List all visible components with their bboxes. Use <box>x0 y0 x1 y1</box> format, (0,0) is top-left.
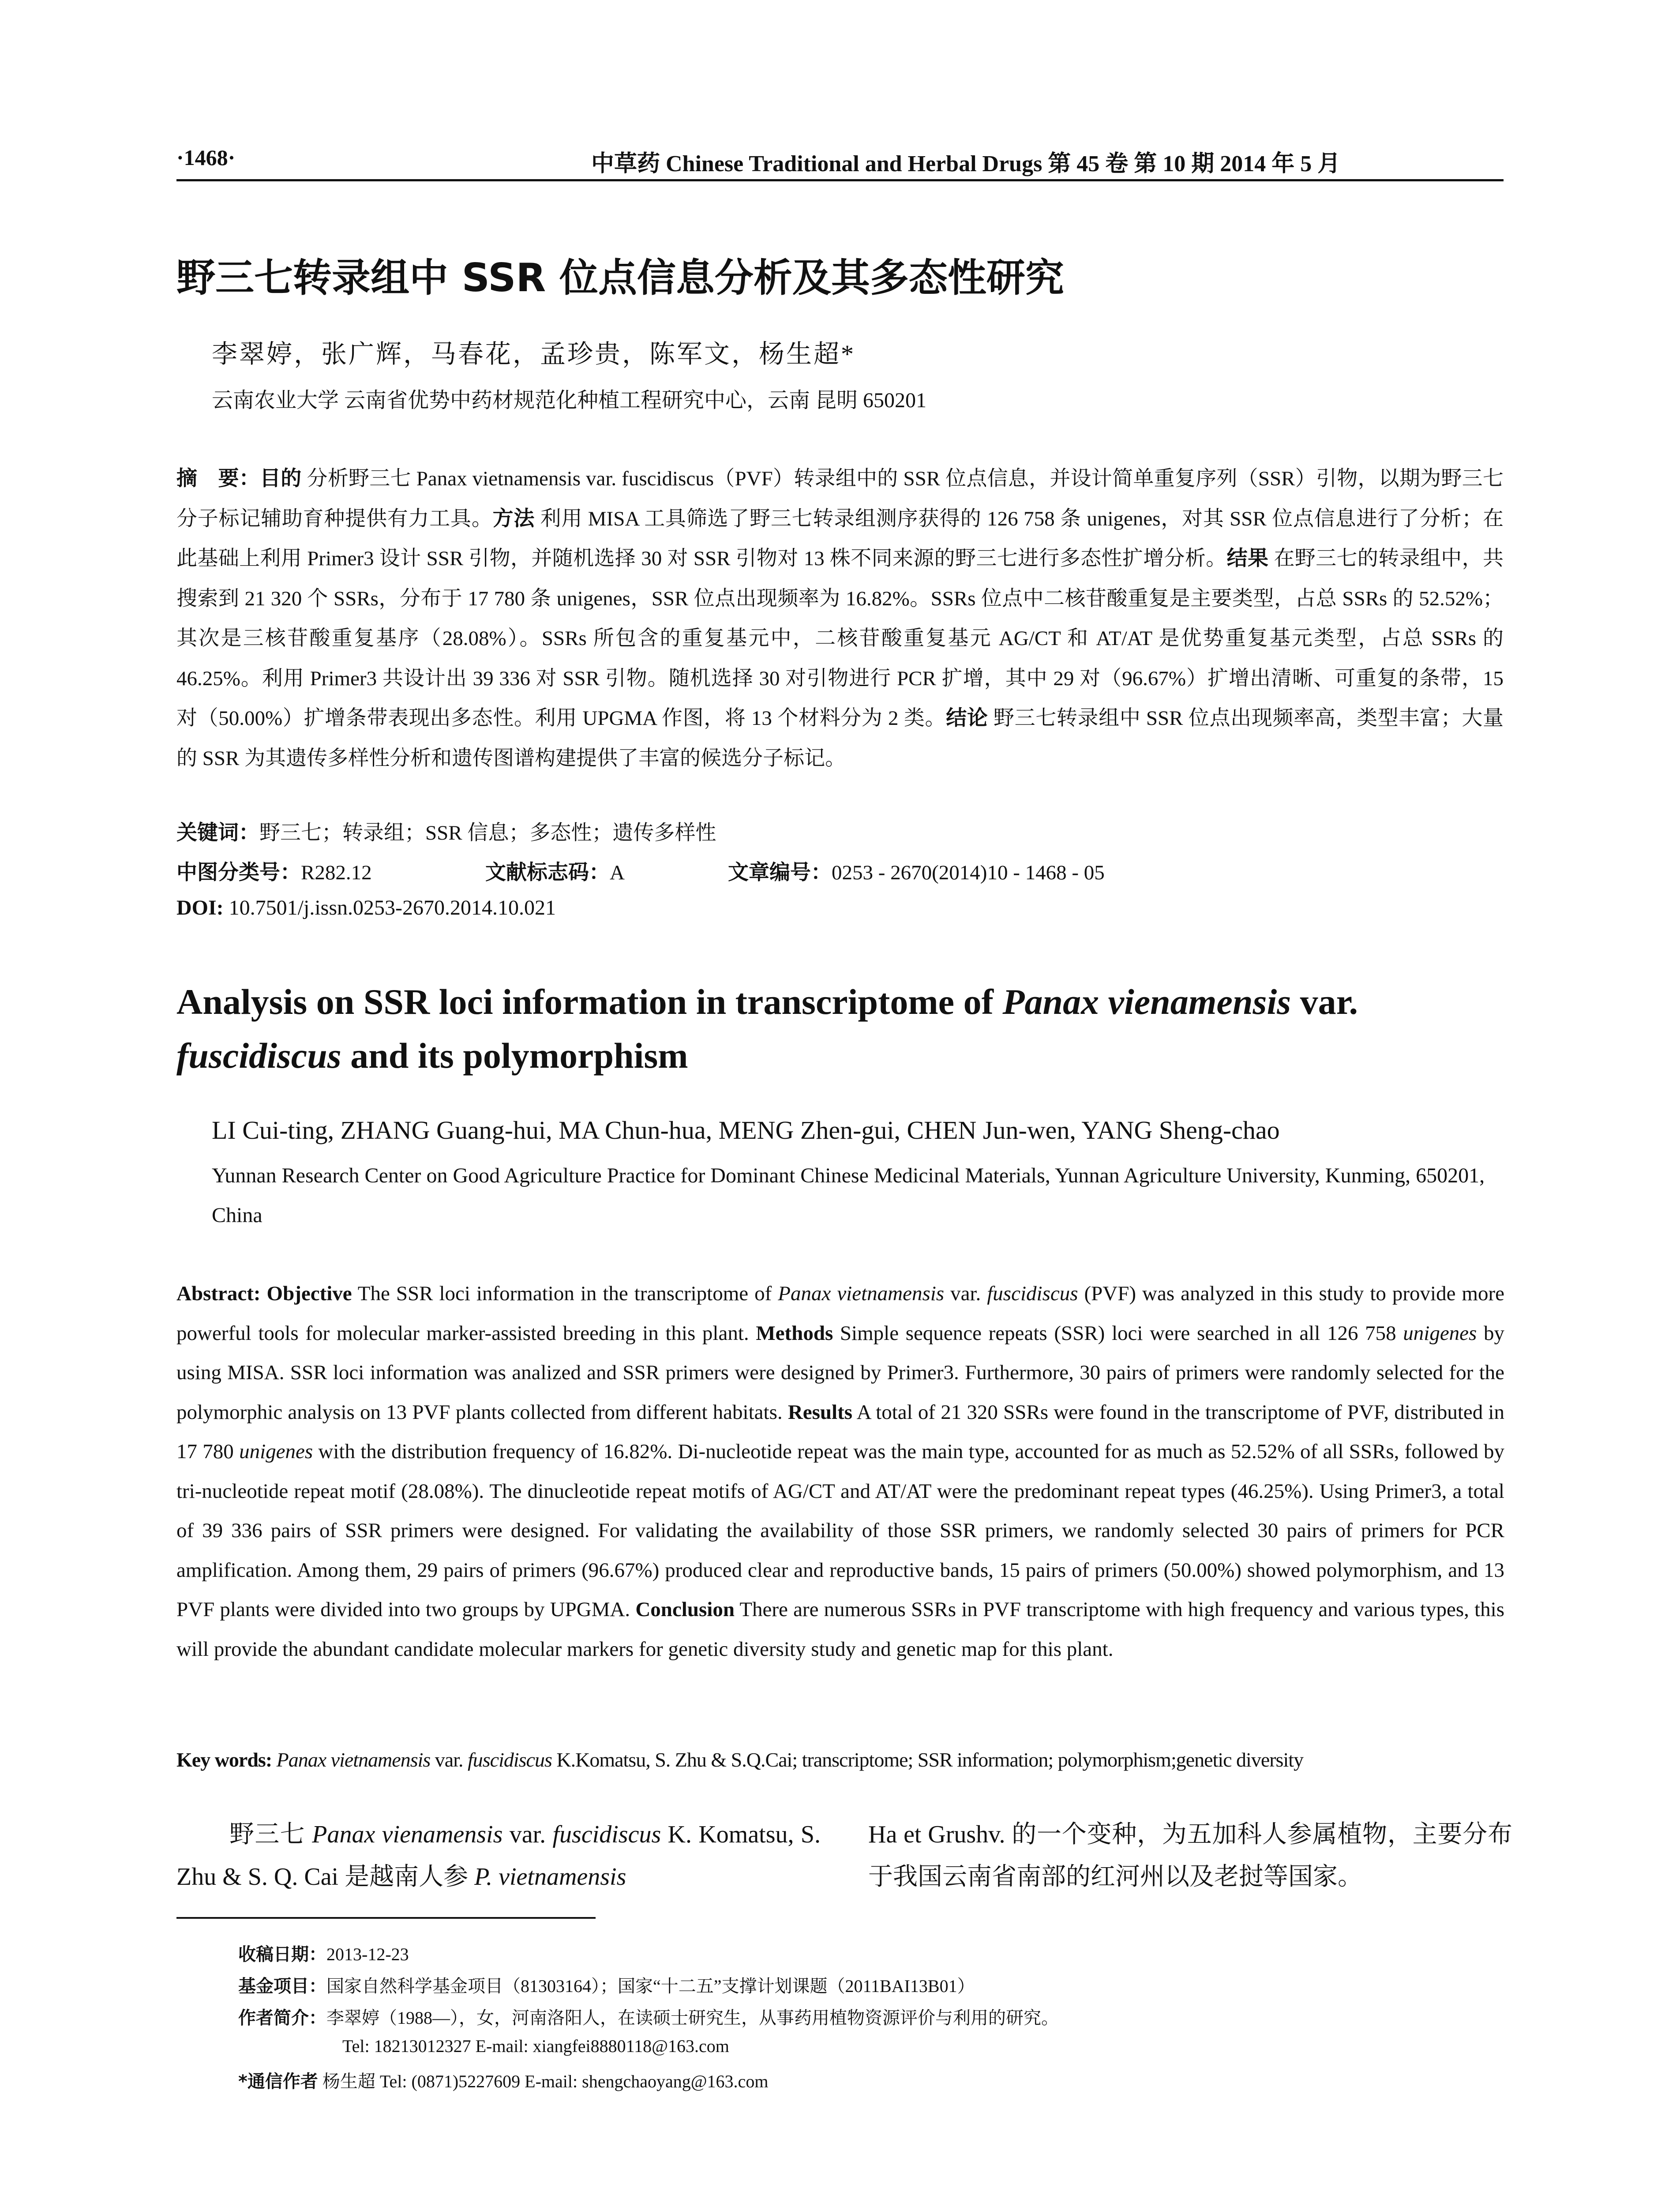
article-label: 文章编号： <box>728 860 832 885</box>
authors-chinese: 李翠婷，张广辉，马春花，孟珍贵，陈军文，杨生超* <box>212 340 856 368</box>
received-label: 收稿日期： <box>238 1944 326 1965</box>
results-en-label: Results <box>788 1400 853 1424</box>
keywords-text: 野三七；转录组；SSR 信息；多态性；遗传多样性 <box>259 822 716 844</box>
keywords-english <box>176 1748 1303 1771</box>
methods-en-label: Methods <box>756 1321 833 1345</box>
clc-number <box>176 856 485 885</box>
affiliation-chinese: 云南农业大学 云南省优势中药材规范化种植工程研究中心，云南 昆明 650201 <box>212 389 927 412</box>
results-text: 在野三七的转录组中，共搜索到 21 320 个 SSRs，分布于 17 780 条 unigenes，SSR 位点出现频率为 16.82%。SSRs 位点中二核苷酸重复是主要类型，占总 SSRs 的 52.52%；其次是三核苷酸重复基序（28.08%）。SSRs 所包含的重复基元中，二核苷酸重复基元 AG/CT 和 AT/AT 是优势重复基元类型，占总 SSRs 的 46.25%。利用 Primer3 共设计出 39 336 对 SSR 引物。随机选择 30 对引物进行 PCR 扩增，其中 29 对（96.67%）扩增出清晰、可重复的条带，15 对（50.00%）扩增条带表现出多态性。利用 UPGMA 作图，将 13 个材料分为 2 类。 <box>176 547 1504 730</box>
keywords-en-var: var. <box>430 1748 468 1771</box>
fund-text: 国家自然科学基金项目（81303164）；国家“十二五”支撑计划课题（2011BAI13B01） <box>326 1976 975 1996</box>
abstract-english <box>176 1274 1504 1669</box>
article-value: 0253 - 2670(2014)10 - 1468 - 05 <box>832 861 1105 884</box>
methods-text: 利用 MISA 工具筛选了野三七转录组测序获得的 126 758 条 unigenes，对其 SSR 位点信息进行了分析；在此基础上利用 Primer3 设计 SSR 引物，并随机选择 30 对 SSR 引物对 13 株不同来源的野三七进行多态性扩增分析。 <box>176 507 1504 570</box>
title-en-var: var. <box>1291 982 1358 1022</box>
keywords-label: 关键词： <box>176 821 259 845</box>
footnote-bio <box>238 2004 1059 2029</box>
body-left-species: Panax vienamensis <box>312 1821 503 1848</box>
objective-text: 分析野三七 Panax vietnamensis var. fuscidiscus（PVF）转录组中的 SSR 位点信息，并设计简单重复序列（SSR）引物，以期为野三七分子标记辅助育种提供有力工具。 <box>176 467 1504 530</box>
objective-en-variety: fuscidiscus <box>987 1282 1078 1305</box>
body-left-variety: fuscidiscus <box>552 1821 661 1848</box>
fund-label: 基金项目： <box>238 1976 326 1996</box>
corresponding-label: *通信作者 <box>238 2071 318 2092</box>
footnote-corresponding <box>238 2067 768 2093</box>
body-left-species-2: P. vietnamensis <box>474 1863 626 1891</box>
conclusion-en-text: There are numerous SSRs in PVF transcriptome with high frequency and various types, this will provide the abundant candidate molecular markers for genetic diversity study and genetic map for this plant. <box>176 1598 1505 1661</box>
objective-en-species: Panax vietnamensis <box>778 1282 945 1305</box>
affiliation-english: Yunnan Research Center on Good Agriculture Practice for Dominant Chinese Medicinal Materials, Yunnan Agriculture University, Kunming, 650201, China <box>212 1164 1485 1227</box>
body-left-text: 野三七 <box>229 1821 312 1848</box>
title-en-variety: fuscidiscus <box>176 1035 341 1076</box>
doi-line <box>176 896 556 920</box>
doi-link[interactable]: 10.7501/j.issn.0253-2670.2014.10.021 <box>223 896 556 919</box>
objective-label: 目的 <box>260 466 302 491</box>
keywords-en-label: Key words: <box>176 1748 277 1771</box>
article-number <box>728 856 1105 885</box>
title-chinese: 野三七转录组中 SSR 位点信息分析及其多态性研究 <box>176 255 1064 300</box>
header-rule <box>176 179 1504 181</box>
keywords-en-species: Panax vietnamensis <box>276 1748 431 1771</box>
footnote-fund <box>238 1972 975 1997</box>
body-left-text-2: K. Komatsu, S. Zhu & S. Q. Cai 是越南人参 <box>176 1821 821 1891</box>
classification-line <box>176 856 1105 885</box>
footnote-received <box>238 1940 409 1966</box>
footnote-bio-contact: Tel: 18213012327 E-mail: xiangfei8880118@163.com <box>342 2036 729 2056</box>
results-en-unigenes: unigenes <box>239 1440 313 1463</box>
received-date: 2013-12-23 <box>326 1944 409 1964</box>
results-en-text: A total of 21 320 SSRs were found in the transcriptome of PVF, distributed in 17 780 <box>176 1400 1504 1463</box>
objective-en-text-2: (PVF) was analyzed in this study to provide more powerful tools for molecular marker-assisted breeding in this plant. <box>176 1282 1504 1345</box>
abstract-en-label: Abstract: Objective <box>176 1282 352 1305</box>
abstract-label: 摘 要： <box>176 466 260 491</box>
conclusion-label: 结论 <box>946 706 988 730</box>
keywords-en-variety: fuscidiscus <box>467 1748 552 1771</box>
title-en-part3: and its polymorphism <box>341 1035 688 1076</box>
results-en-text-2: with the distribution frequency of 16.82%. Di-nucleotide repeat was the main type, accounted for as much as 52.52% of all SSRs, followed by tri-nucleotide repeat motif (28.08%). The dinucleotide repeat motifs of AG/CT and AT/AT were the predominant repeat types (46.25%). Using Primer3, a total of 39 336 pairs of SSR primers were designed. For validating the availability of those SSR primers, we randomly selected 30 pairs of primers for PCR amplification. Among them, 29 pairs of primers (96.67%) produced clear and reproductive bands, 15 pairs of primers (50.00%) showed polymorphism, and 13 PVF plants were divided into two groups by UPGMA. <box>176 1440 1505 1621</box>
bio-label: 作者简介： <box>238 2008 326 2028</box>
doi-label: DOI: <box>176 896 224 919</box>
authors-english: LI Cui-ting, ZHANG Guang-hui, MA Chun-hua, MENG Zhen-gui, CHEN Jun-wen, YANG Sheng-chao <box>212 1116 1280 1144</box>
methods-label: 方法 <box>492 506 535 531</box>
bio-text: 李翠婷（1988—），女，河南洛阳人，在读硕士研究生，从事药用植物资源评价与利用的研究。 <box>326 2008 1059 2028</box>
document-code <box>485 856 728 885</box>
methods-en-unigenes: unigenes <box>1403 1321 1477 1345</box>
objective-en-text: The SSR loci information in the transcriptome of <box>352 1282 778 1305</box>
doc-label: 文献标志码： <box>485 860 610 885</box>
page-number: ·1468· <box>176 145 236 170</box>
conclusion-text: 野三七转录组中 SSR 位点出现频率高，类型丰富；大量的 SSR 为其遗传多样性分析和遗传图谱构建提供了丰富的候选分子标记。 <box>176 707 1504 770</box>
title-en-part1: Analysis on SSR loci information in transcriptome of <box>176 982 1003 1022</box>
corresponding-text: 杨生超 Tel: (0871)5227609 E-mail: shengchaoyang@163.com <box>318 2071 769 2091</box>
clc-value: R282.12 <box>301 861 372 884</box>
keywords-chinese <box>176 816 716 846</box>
clc-label: 中图分类号： <box>176 860 301 885</box>
body-left-var: var. <box>502 1821 553 1848</box>
body-column-right: Ha et Grushv. 的一个变种，为五加科人参属植物，主要分布于我国云南省南部的红河州以及老挝等国家。 <box>868 1821 1512 1891</box>
running-header <box>176 140 1504 180</box>
results-label: 结果 <box>1226 546 1269 570</box>
keywords-en-text: K.Komatsu, S. Zhu & S.Q.Cai; transcriptome; SSR information; polymorphism;genetic diversity <box>551 1748 1304 1771</box>
title-en-species: Panax vienamensis <box>1002 982 1291 1022</box>
footnote-rule <box>176 1917 596 1919</box>
journal-name: 中草药 Chinese Traditional and Herbal Drugs 第 45 卷 第 10 期 2014 年 5 月 <box>591 151 1341 176</box>
objective-en-var: var. <box>944 1282 987 1305</box>
abstract-chinese <box>176 459 1504 778</box>
title-english <box>176 975 1504 1083</box>
methods-en-text: Simple sequence repeats (SSR) loci were searched in all 126 758 <box>833 1321 1403 1345</box>
methods-en-text-2: by using MISA. SSR loci information was analized and SSR primers were designed by Primer3. Furthermore, 30 pairs of primers were randomly selected for the polymorphic analysis on 13 PVF plants collected from different habitats. <box>176 1321 1504 1424</box>
conclusion-en-label: Conclusion <box>635 1598 735 1621</box>
doc-value: A <box>610 861 625 884</box>
body-column-left <box>176 1813 821 1898</box>
